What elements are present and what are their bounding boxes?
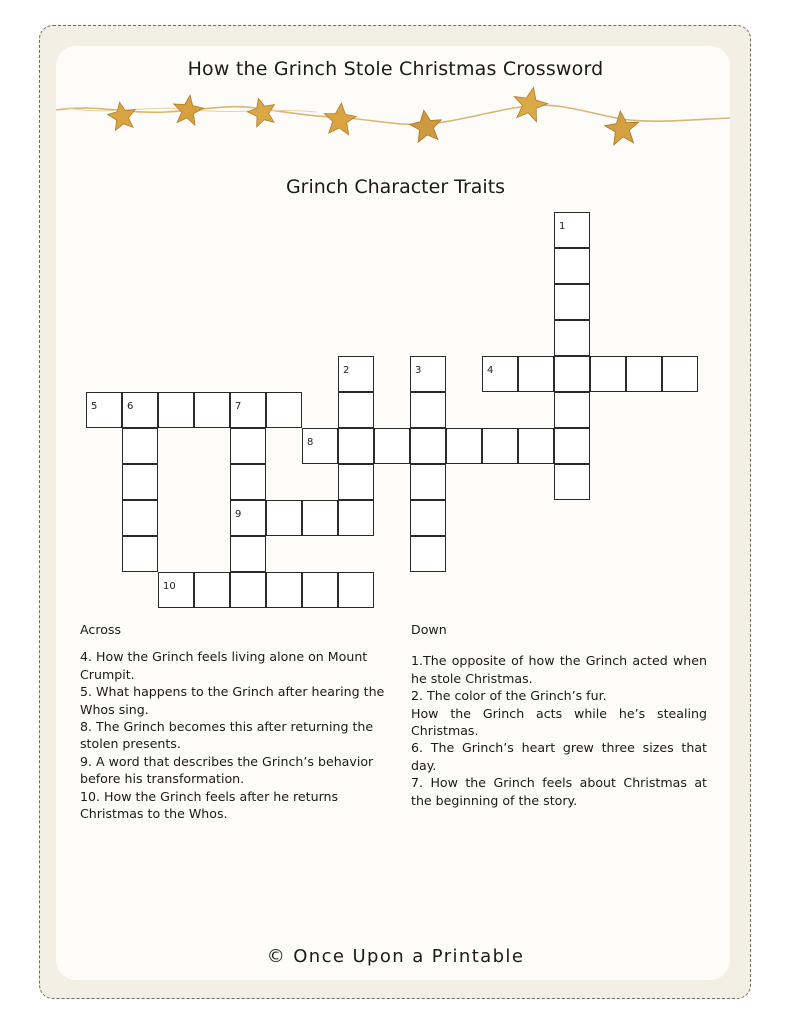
- crossword-cell[interactable]: [410, 356, 446, 392]
- across-heading: Across: [80, 622, 122, 637]
- crossword-cell[interactable]: [122, 500, 158, 536]
- crossword-cell[interactable]: [122, 392, 158, 428]
- crossword-cell[interactable]: [662, 356, 698, 392]
- crossword-cell[interactable]: [374, 428, 410, 464]
- crossword-cell[interactable]: [266, 392, 302, 428]
- crossword-cell[interactable]: [410, 392, 446, 428]
- down-heading: Down: [411, 622, 447, 637]
- clue-number: 4: [487, 365, 494, 376]
- crossword-cell[interactable]: [266, 500, 302, 536]
- clue-number: 7: [235, 401, 242, 412]
- page-title: How the Grinch Stole Christmas Crossword: [187, 58, 604, 80]
- crossword-cell[interactable]: [302, 428, 338, 464]
- clue-number: 3: [415, 365, 422, 376]
- crossword-cell[interactable]: [554, 428, 590, 464]
- crossword-cell[interactable]: [338, 572, 374, 608]
- crossword-cell[interactable]: [338, 392, 374, 428]
- crossword-cell[interactable]: [554, 464, 590, 500]
- crossword-cell[interactable]: [554, 320, 590, 356]
- crossword-cell[interactable]: [554, 248, 590, 284]
- clue-item: 2. The color of the Grinch’s fur.: [411, 688, 607, 704]
- crossword-cell[interactable]: [230, 500, 266, 536]
- clue-item: 10. How the Grinch feels after he returns Christmas to the Whos.: [80, 788, 339, 822]
- clue-number: 1: [559, 221, 566, 232]
- clue-item: 6. The Grinch’s heart grew three sizes that day.: [411, 740, 707, 773]
- clue-item: How the Grinch acts while he’s stealing Christmas.: [411, 705, 707, 739]
- crossword-cell[interactable]: [122, 536, 158, 572]
- crossword-cell[interactable]: [554, 392, 590, 428]
- crossword-cell[interactable]: [86, 392, 122, 428]
- clue-number: 8: [307, 437, 314, 448]
- crossword-cell[interactable]: [302, 500, 338, 536]
- crossword-cell[interactable]: [410, 464, 446, 500]
- crossword-cell[interactable]: [338, 356, 374, 392]
- crossword-cell[interactable]: [230, 572, 266, 608]
- clue-item: 5. What happens to the Grinch after hearing the Whos sing.: [80, 684, 385, 717]
- crossword-cell[interactable]: [122, 428, 158, 464]
- crossword-cell[interactable]: [482, 428, 518, 464]
- clue-number: 6: [127, 401, 134, 412]
- clue-number: 10: [163, 581, 176, 592]
- crossword-cell[interactable]: [482, 356, 518, 392]
- across-clues: [80, 621, 385, 822]
- crossword-cell[interactable]: [590, 356, 626, 392]
- crossword-cell[interactable]: [626, 356, 662, 392]
- crossword-cell[interactable]: [158, 392, 194, 428]
- clue-number: 5: [91, 401, 98, 412]
- crossword-cell[interactable]: [554, 284, 590, 320]
- crossword-cell[interactable]: [302, 572, 338, 608]
- crossword-cell[interactable]: [446, 428, 482, 464]
- crossword-cell[interactable]: [266, 572, 302, 608]
- crossword-cell[interactable]: [230, 428, 266, 464]
- clue-item: 7. How the Grinch feels about Christmas at the beginning of the story.: [411, 775, 707, 808]
- crossword-cell[interactable]: [554, 356, 590, 392]
- clue-item: 4. How the Grinch feels living alone on Mount Crumpit.: [80, 649, 368, 682]
- footer-credit: © Once Upon a Printable: [266, 946, 525, 967]
- crossword-cell[interactable]: [410, 536, 446, 572]
- clue-number: 2: [343, 365, 350, 376]
- clue-item: 9. A word that describes the Grinch’s behavior before his transformation.: [80, 753, 374, 787]
- crossword-cell[interactable]: [338, 500, 374, 536]
- crossword-cell[interactable]: [338, 464, 374, 500]
- clue-item: 1.The opposite of how the Grinch acted when he stole Christmas.: [411, 653, 707, 686]
- clue-item: 8. The Grinch becomes this after returning the stolen presents.: [80, 719, 374, 752]
- crossword-cell[interactable]: [554, 212, 590, 248]
- crossword-cell[interactable]: [194, 572, 230, 608]
- crossword-cell[interactable]: [230, 392, 266, 428]
- clue-number: 9: [235, 509, 242, 520]
- crossword-cell[interactable]: [518, 428, 554, 464]
- crossword-cell[interactable]: [194, 392, 230, 428]
- crossword-cell[interactable]: [122, 464, 158, 500]
- crossword-cell[interactable]: [230, 536, 266, 572]
- crossword-cell[interactable]: [410, 500, 446, 536]
- crossword-cell[interactable]: [338, 428, 374, 464]
- crossword-cell[interactable]: [158, 572, 194, 608]
- down-clues: [411, 621, 707, 809]
- crossword-cell[interactable]: [410, 428, 446, 464]
- crossword-cell[interactable]: [518, 356, 554, 392]
- crossword-cell[interactable]: [230, 464, 266, 500]
- puzzle-subtitle: Grinch Character Traits: [285, 176, 506, 198]
